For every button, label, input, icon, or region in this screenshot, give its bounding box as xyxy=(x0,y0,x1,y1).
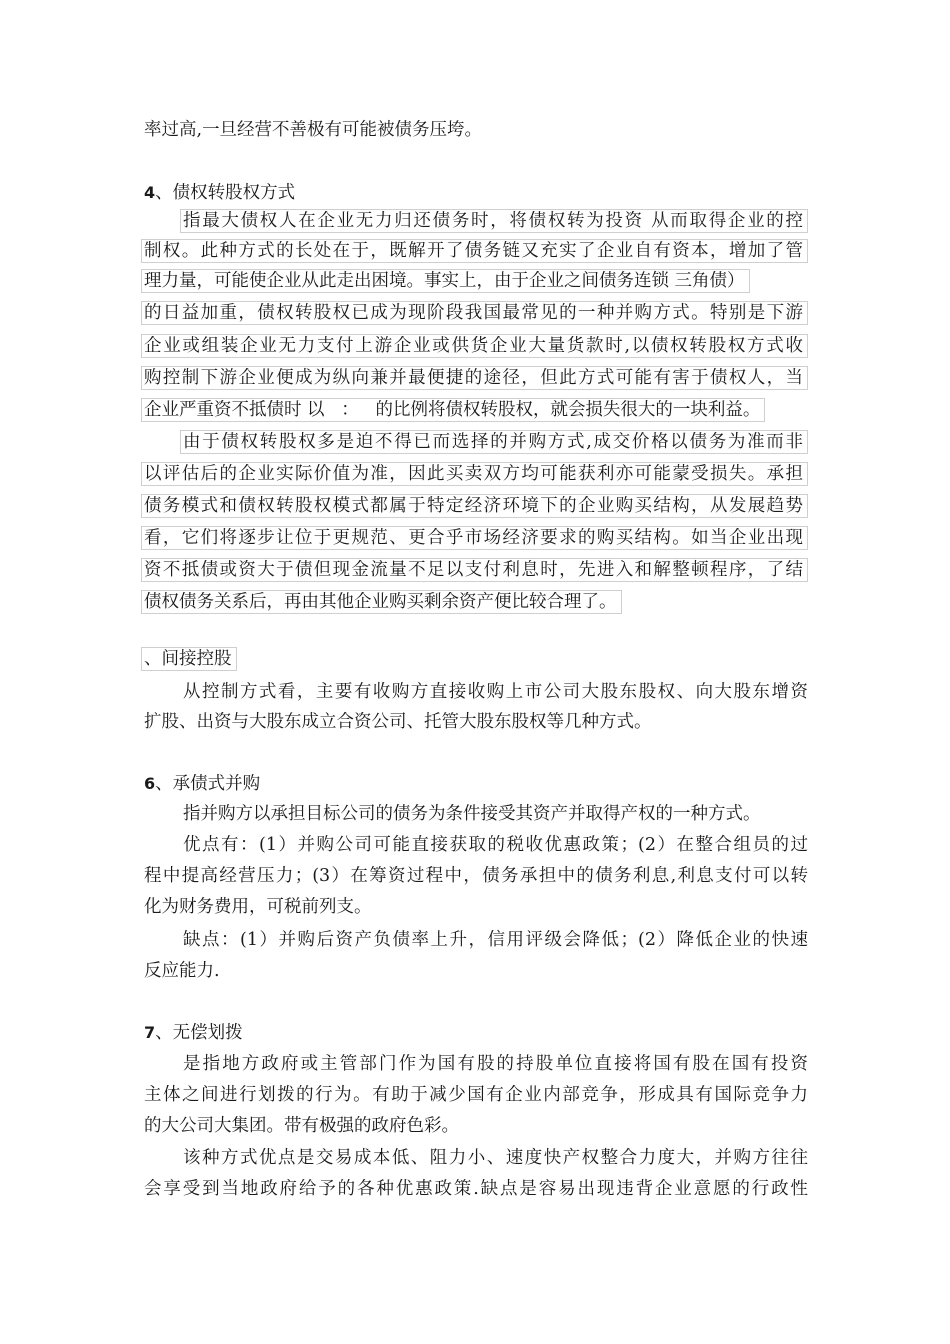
section-heading-4 xyxy=(144,181,295,205)
paragraph-line: 会享受到当地政府给予的各种优惠政策.缺点是容易出现违背企业意愿的行政性 xyxy=(144,1179,808,1199)
paragraph-line: 扩股、出资与大股东成立合资公司、托管大股东股权等几种方式。 xyxy=(144,712,652,732)
paragraph-line: 的大公司大集团。带有极强的政府色彩。 xyxy=(144,1116,459,1136)
paragraph-line: 债务模式和债权转股权模式都属于特定经济环境下的企业购买结构，从发展趋势 xyxy=(144,494,808,518)
paragraph-line: 的日益加重，债权转股权已成为现阶段我国最常见的一种并购方式。特别是下游 xyxy=(144,301,808,325)
paragraph-line: 资不抵债或资大于债但现金流量不足以支付利息时，先进入和解整顿程序，了结 xyxy=(144,558,808,582)
section-heading-5: 、间接控股 xyxy=(144,647,237,671)
paragraph-line: 主体之间进行划拨的行为。有助于减少国有企业内部竞争，形成具有国际竞争力 xyxy=(144,1085,808,1105)
paragraph-line: 债权债务关系后，再由其他企业购买剩余资产便比较合理了。 xyxy=(144,590,622,614)
paragraph-line: 购控制下游企业便成为纵向兼并最便捷的途径，但此方式可能有害于债权人，当 xyxy=(144,366,808,390)
paragraph-line: 看，它们将逐步让位于更规范、更合乎市场经济要求的购买结构。如当企业出现 xyxy=(144,526,808,550)
paragraph-line: 率过高,一旦经营不善极有可能被债务压垮。 xyxy=(144,120,483,140)
heading-number: 4 xyxy=(144,183,156,202)
paragraph-line: 化为财务费用，可税前列支。 xyxy=(144,897,372,917)
paragraph-line: 企业严重资不抵债时 以 ： 的比例将债权转股权，就会损失很大的一块利益。 xyxy=(144,398,765,422)
heading-number: 6 xyxy=(144,774,156,793)
paragraph-line: 指并购方以承担目标公司的债务为条件接受其资产并取得产权的一种方式。 xyxy=(183,804,761,824)
paragraph-line: 企业或组装企业无力支付上游企业或供货企业大量货款时,以债权转股权方式收 xyxy=(144,334,808,358)
heading-text: 、承债式并购 xyxy=(155,774,261,794)
paragraph-line: 程中提高经营压力；(3）在筹资过程中，债务承担中的债务利息,利息支付可以转 xyxy=(144,866,808,886)
paragraph-line: 该种方式优点是交易成本低、阻力小、速度快产权整合力度大，并购方往往 xyxy=(183,1148,808,1168)
paragraph-line: 以评估后的企业实际价值为准，因此买卖双方均可能获利亦可能蒙受损失。承担 xyxy=(144,462,808,486)
section-heading-7 xyxy=(144,1021,243,1045)
paragraph-line: 由于债权转股权多是迫不得已而选择的并购方式,成交价格以债务为准而非 xyxy=(183,430,808,454)
heading-text: 、无偿划拨 xyxy=(155,1023,243,1043)
paragraph-line: 理力量，可能使企业从此走出困境。事实上，由于企业之间债务连锁 三角债） xyxy=(144,269,750,293)
paragraph-line: 缺点：(1）并购后资产负债率上升，信用评级会降低；(2）降低企业的快速 xyxy=(183,930,808,950)
paragraph-line: 优点有：(1）并购公司可能直接获取的税收优惠政策；(2）在整合组员的过 xyxy=(183,835,808,855)
paragraph-line: 是指地方政府或主管部门作为国有股的持股单位直接将国有股在国有投资 xyxy=(183,1054,808,1074)
paragraph-line: 制权。此种方式的长处在于，既解开了债务链又充实了企业自有资本，增加了管 xyxy=(144,239,808,263)
paragraph-line: 指最大债权人在企业无力归还债务时，将债权转为投资 从而取得企业的控 xyxy=(183,209,808,233)
heading-text: 、债权转股权方式 xyxy=(155,183,296,203)
paragraph-line: 反应能力. xyxy=(144,961,220,981)
heading-number: 7 xyxy=(144,1023,156,1042)
section-heading-6 xyxy=(144,772,260,796)
paragraph-line: 从控制方式看，主要有收购方直接收购上市公司大股东股权、向大股东增资 xyxy=(183,682,808,702)
